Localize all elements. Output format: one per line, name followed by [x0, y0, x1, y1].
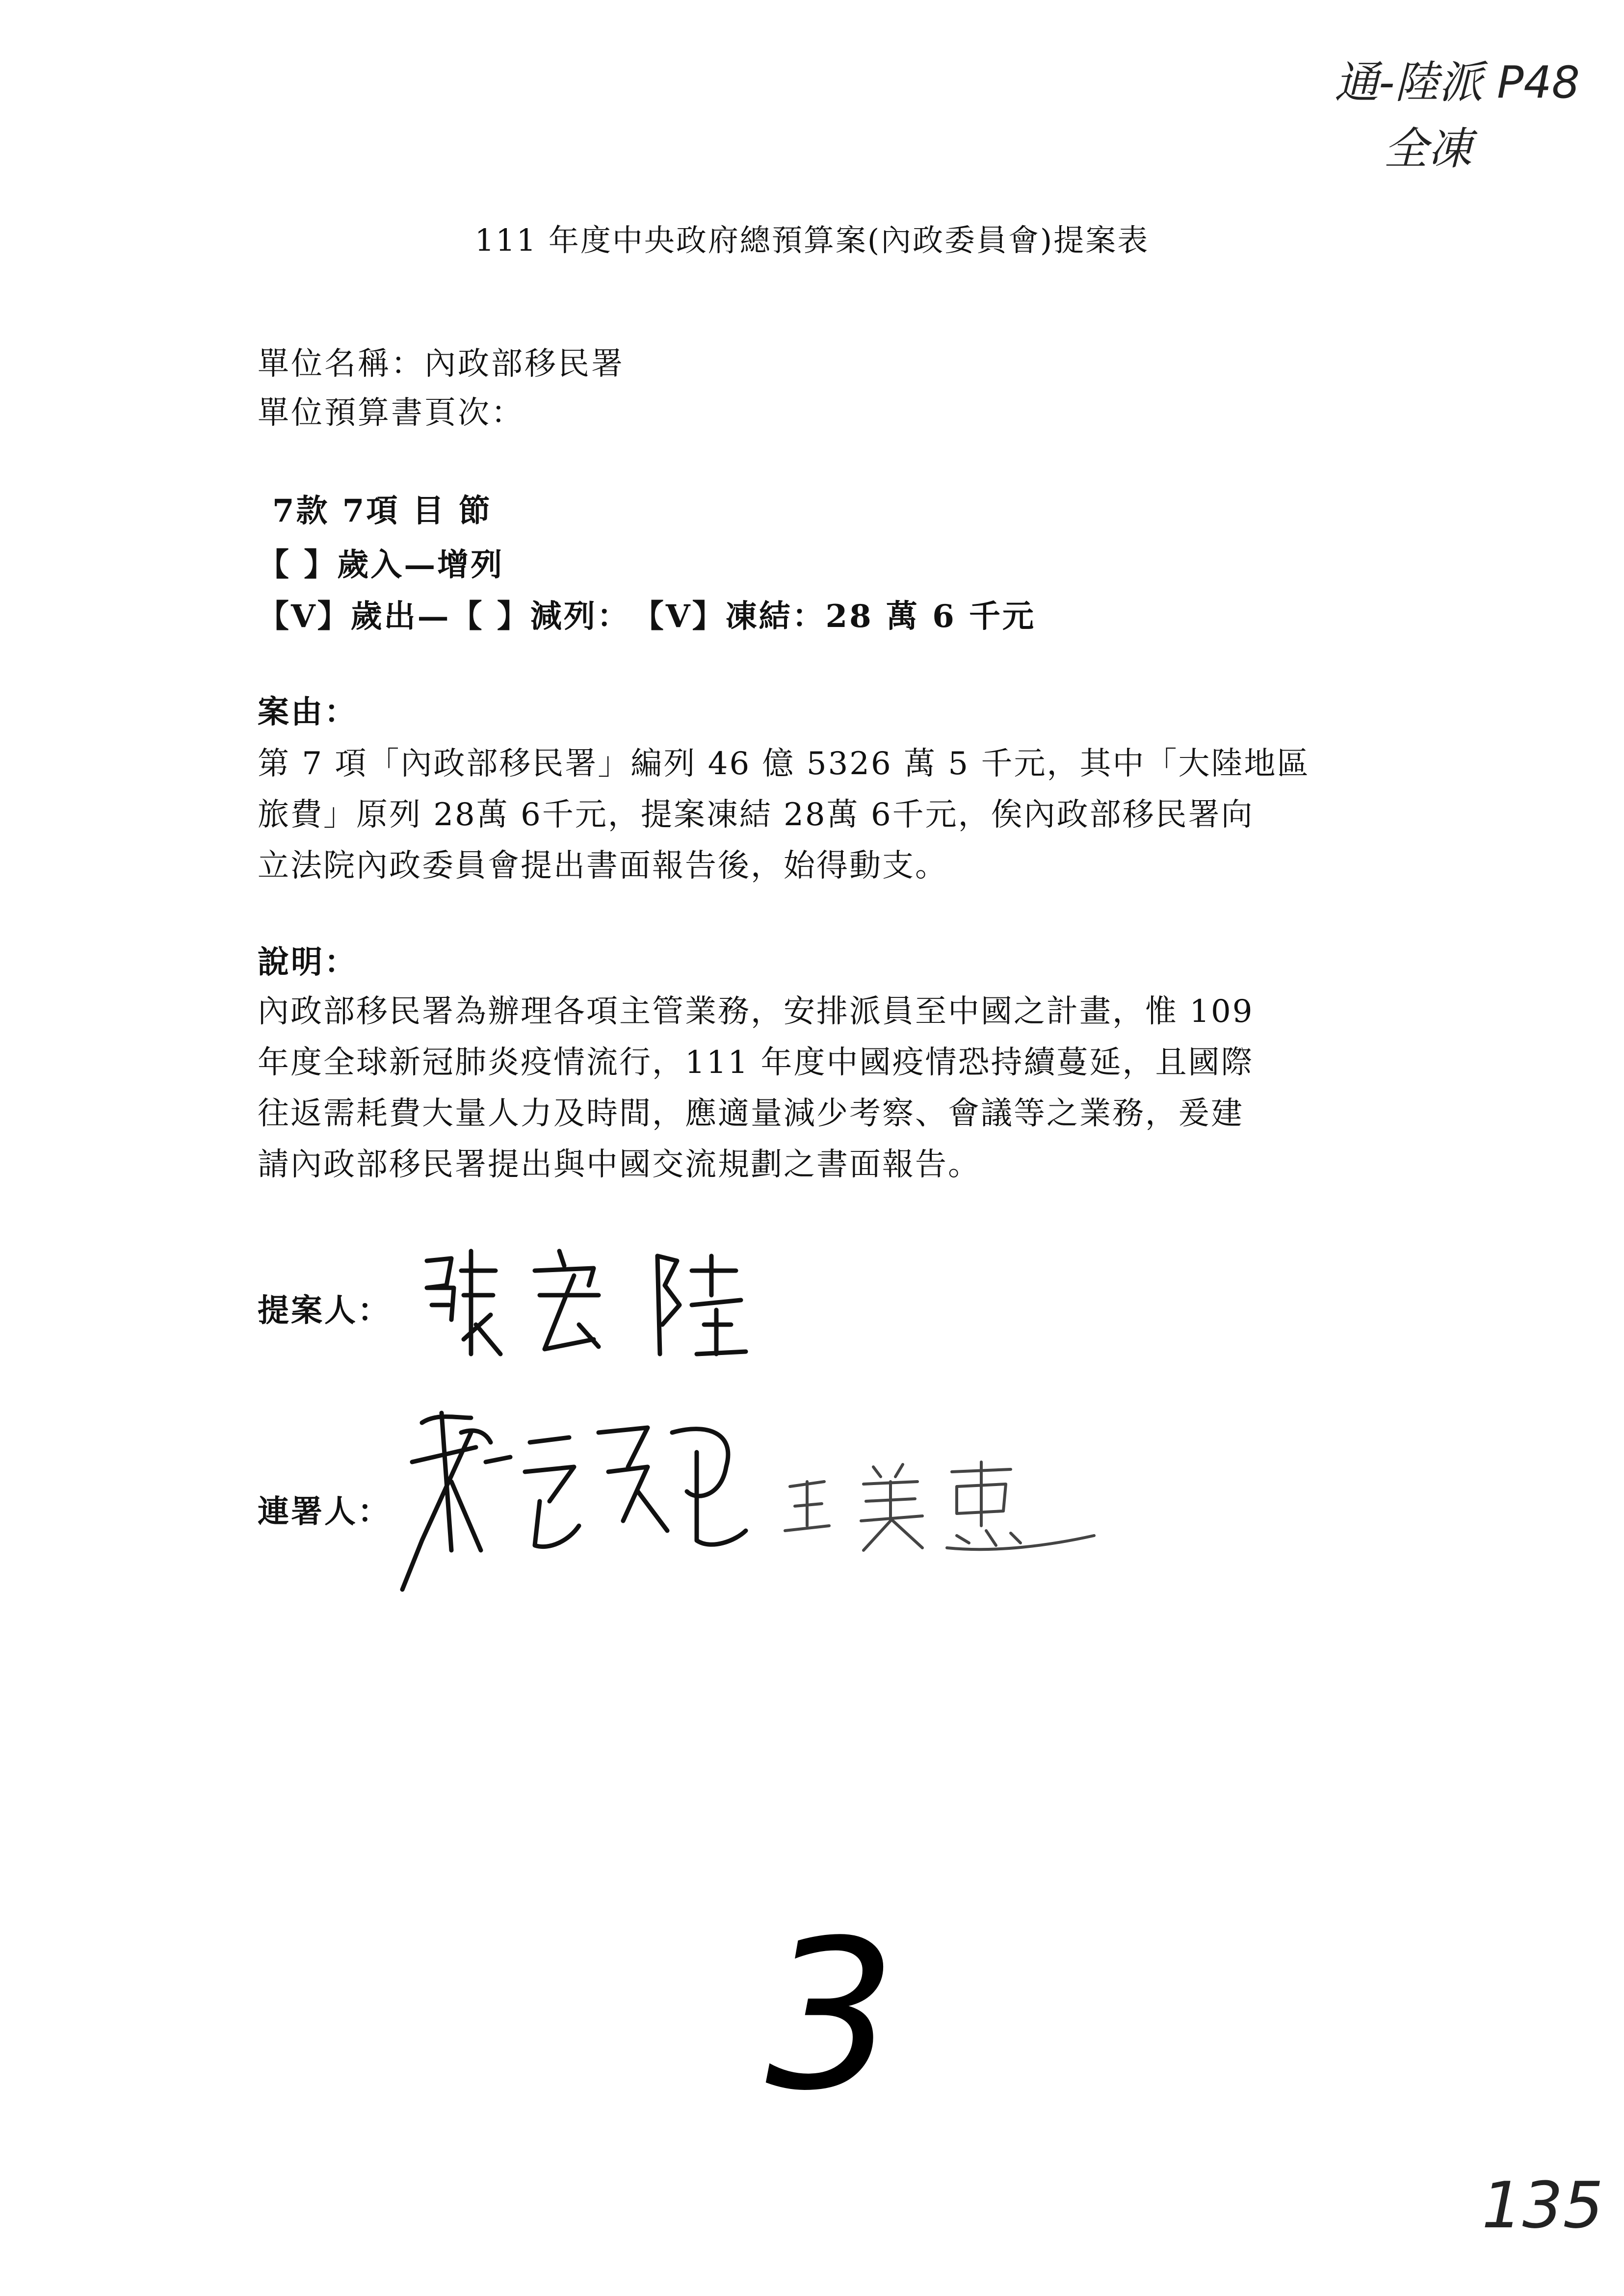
- explanation-line: 內政部移民署為辦理各項主管業務，安排派員至中國之計畫，惟 109: [258, 993, 1254, 1030]
- cosigner-label: 連署人：: [258, 1493, 391, 1530]
- explanation-line: 年度全球新冠肺炎疫情流行，111 年度中國疫情恐持續蔓延，且國際: [258, 1044, 1254, 1081]
- expense-line: 【V】歲出—【 】減列： 【V】凍結：28 萬 6 千元: [258, 598, 1036, 635]
- case-line: 第 7 項「內政部移民署」編列 46 億 5326 萬 5 千元，其中「大陸地區: [258, 746, 1310, 782]
- document-title: 111 年度中央政府總預算案(內政委員會)提案表: [474, 222, 1150, 258]
- proposer-label: 提案人：: [258, 1292, 391, 1329]
- large-handwritten-number: 3: [765, 1896, 897, 2136]
- explanation-body: [258, 986, 1406, 1190]
- page-number: 135: [1482, 2168, 1604, 2243]
- explanation-heading: 說明：: [258, 944, 358, 981]
- cosigner-signature-2: [775, 1452, 1099, 1560]
- budget-category: 7款 7項 目 節: [272, 493, 492, 529]
- case-line: 立法院內政委員會提出書面報告後，始得動支。: [258, 848, 948, 884]
- handwritten-annotation-top-2: 全凍: [1384, 123, 1472, 175]
- revenue-line: 【 】歲入—增列: [258, 547, 504, 583]
- cosigner-signature-1: [393, 1403, 775, 1609]
- case-body: [258, 738, 1406, 891]
- explanation-line: 往返需耗費大量人力及時間，應適量減少考察、會議等之業務，爰建: [258, 1096, 1244, 1132]
- proposer-signature: [417, 1241, 760, 1369]
- explanation-line: 請內政部移民署提出與中國交流規劃之書面報告。: [258, 1147, 981, 1183]
- case-heading: 案由：: [258, 694, 358, 731]
- budget-page: 單位預算書頁次：: [258, 395, 524, 431]
- unit-name: 單位名稱：內政部移民署: [258, 346, 625, 382]
- handwritten-annotation-top: 通-陸派 P48: [1335, 57, 1580, 108]
- case-line: 旅費」原列 28萬 6千元，提案凍結 28萬 6千元，俟內政部移民署向: [258, 797, 1254, 833]
